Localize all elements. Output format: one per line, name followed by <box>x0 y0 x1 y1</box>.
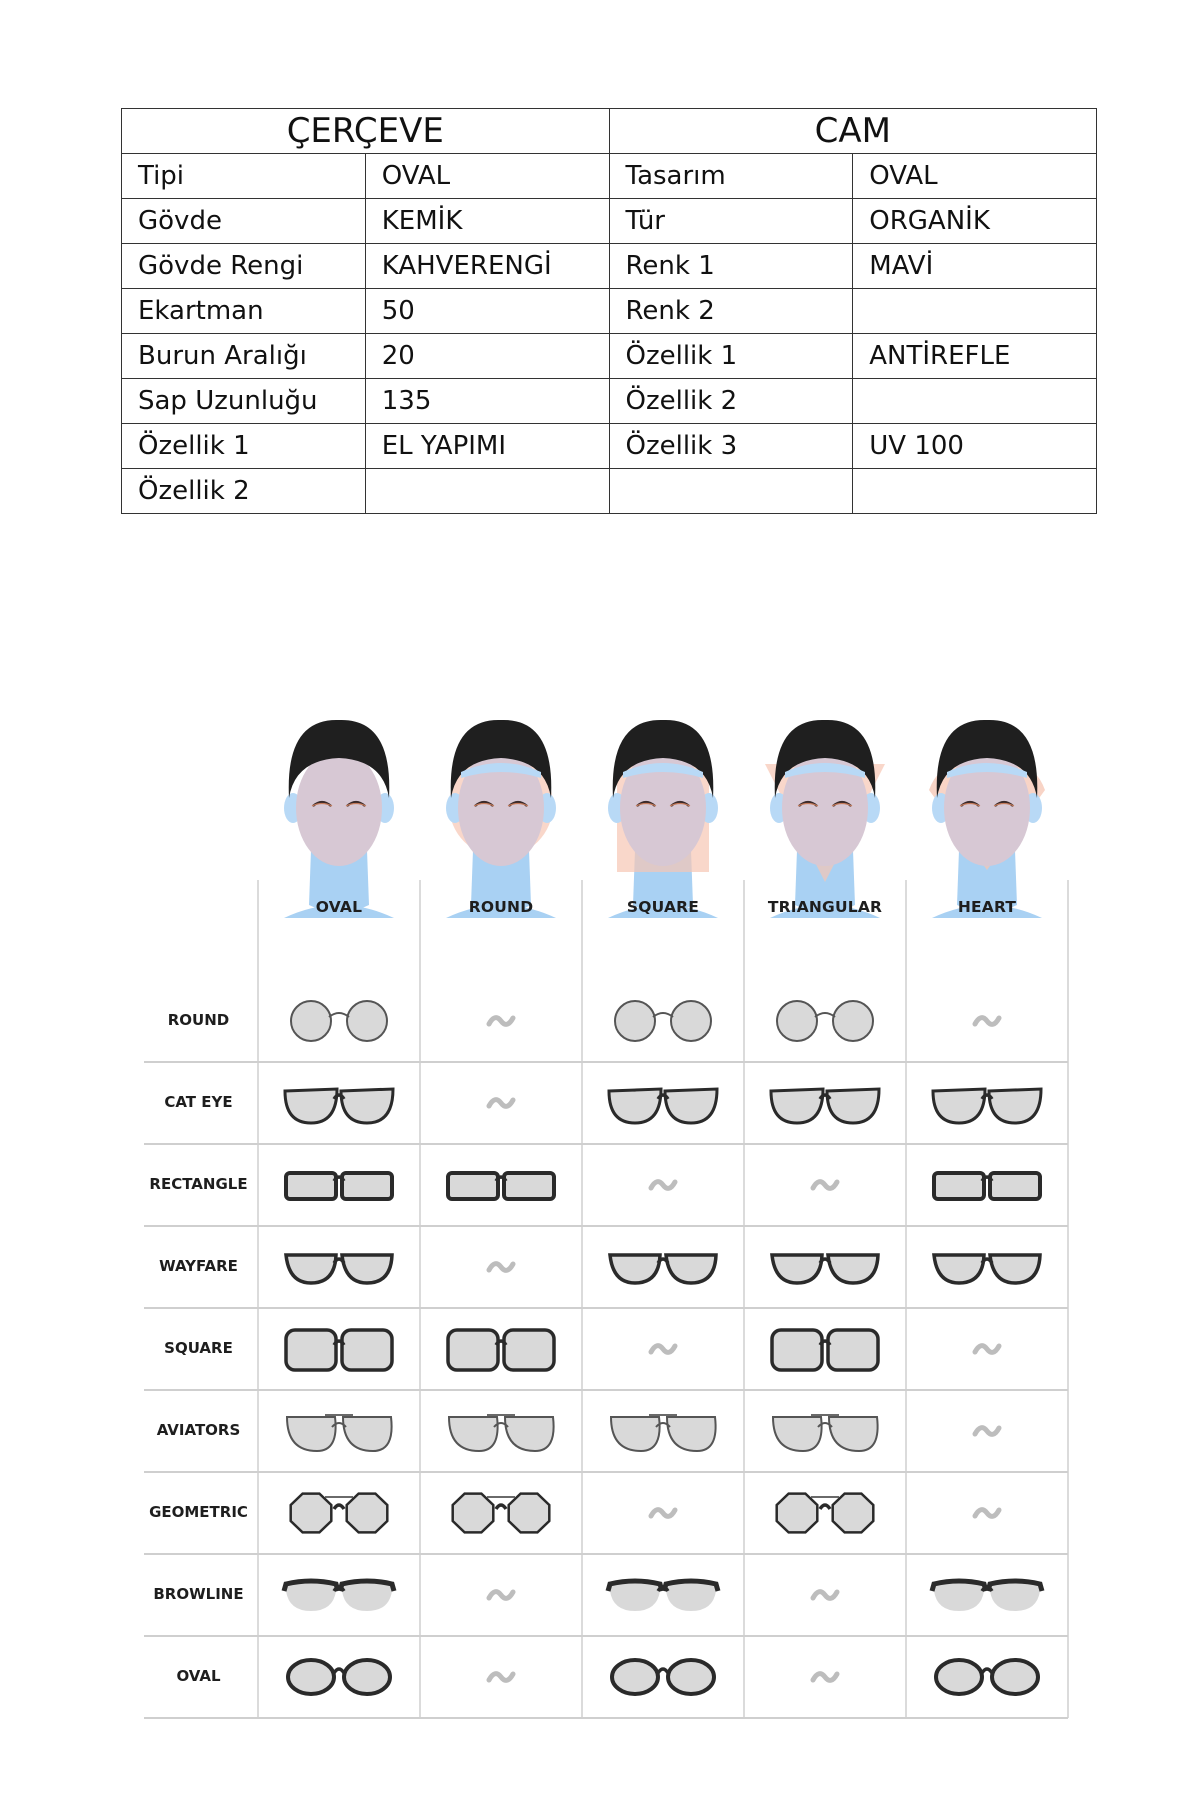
glasses-square-icon <box>772 1330 878 1370</box>
face-round-illustration <box>446 720 556 918</box>
lens-value-cell: OVAL <box>853 154 1097 199</box>
frame-label-cell: Burun Aralığı <box>122 334 366 379</box>
frame-label-cell: Tipi <box>122 154 366 199</box>
tilde-icon <box>489 1100 513 1107</box>
glasses-round-icon <box>615 1001 711 1041</box>
tilde-icon <box>813 1592 837 1599</box>
frame-value-cell: OVAL <box>365 154 609 199</box>
frame-style-label: RECTANGLE <box>149 1175 248 1193</box>
lens-value-cell <box>853 469 1097 514</box>
face-shape-label: HEART <box>957 898 1017 916</box>
glasses-aviators-icon <box>287 1415 392 1451</box>
frame-value-cell <box>365 469 609 514</box>
glasses-geometric-icon <box>291 1494 388 1533</box>
tilde-icon <box>489 1674 513 1681</box>
frame-label-cell: Ekartman <box>122 289 366 334</box>
lens-value-cell: UV 100 <box>853 424 1097 469</box>
frame-value-cell: 135 <box>365 379 609 424</box>
frame-style-label: WAYFARE <box>159 1257 238 1275</box>
glasses-rectangle-icon <box>934 1173 1040 1199</box>
frame-style-label: CAT EYE <box>164 1093 233 1111</box>
tilde-icon <box>489 1018 513 1025</box>
spec-row <box>122 334 1097 379</box>
face-square-illustration <box>608 720 718 918</box>
glasses-browline-icon <box>284 1581 394 1611</box>
frame-label-cell: Özellik 1 <box>122 424 366 469</box>
lens-label-cell <box>609 469 853 514</box>
lens-label-cell: Renk 1 <box>609 244 853 289</box>
frame-value-cell: KAHVERENGİ <box>365 244 609 289</box>
glasses-oval-icon <box>612 1660 714 1694</box>
glasses-rectangle-icon <box>286 1173 392 1199</box>
frame-section-title: ÇERÇEVE <box>122 109 610 154</box>
face-shape-label: TRIANGULAR <box>767 898 883 916</box>
glasses-rectangle-icon <box>448 1173 554 1199</box>
glasses-aviators-icon <box>773 1415 878 1451</box>
frame-value-cell: KEMİK <box>365 199 609 244</box>
lens-label-cell: Renk 2 <box>609 289 853 334</box>
glasses-browline-icon <box>608 1581 718 1611</box>
tilde-icon <box>489 1264 513 1271</box>
frame-style-label: AVIATORS <box>156 1421 241 1439</box>
face-shape-frame-chart <box>140 690 1080 1720</box>
lens-value-cell <box>853 379 1097 424</box>
glasses-cat-eye-icon <box>933 1089 1041 1123</box>
spec-row <box>122 199 1097 244</box>
frame-value-cell: 50 <box>365 289 609 334</box>
tilde-icon <box>975 1428 999 1435</box>
spec-row <box>122 289 1097 334</box>
face-oval-illustration <box>284 720 394 918</box>
glasses-wayfare-icon <box>772 1255 878 1283</box>
lens-section-title: CAM <box>609 109 1097 154</box>
face-heart-illustration <box>929 720 1045 918</box>
tilde-icon <box>975 1510 999 1517</box>
lens-label-cell: Özellik 1 <box>609 334 853 379</box>
glasses-oval-icon <box>288 1660 390 1694</box>
frame-label-cell: Gövde Rengi <box>122 244 366 289</box>
frame-lens-spec-table <box>121 108 1097 514</box>
tilde-icon <box>651 1510 675 1517</box>
spec-row <box>122 154 1097 199</box>
frame-style-label: ROUND <box>167 1011 230 1029</box>
face-shape-label: SQUARE <box>626 898 700 916</box>
glasses-wayfare-icon <box>934 1255 1040 1283</box>
glasses-browline-icon <box>932 1581 1042 1611</box>
glasses-cat-eye-icon <box>609 1089 717 1123</box>
lens-label-cell: Özellik 2 <box>609 379 853 424</box>
frame-value-cell: 20 <box>365 334 609 379</box>
lens-label-cell: Tür <box>609 199 853 244</box>
frame-value-cell: EL YAPIMI <box>365 424 609 469</box>
spec-row <box>122 424 1097 469</box>
tilde-icon <box>651 1182 675 1189</box>
spec-row <box>122 469 1097 514</box>
spec-row <box>122 379 1097 424</box>
glasses-geometric-icon <box>453 1494 550 1533</box>
chart-graphics <box>140 690 1080 1720</box>
glasses-square-icon <box>448 1330 554 1370</box>
glasses-oval-icon <box>936 1660 1038 1694</box>
lens-label-cell: Tasarım <box>609 154 853 199</box>
frame-label-cell: Sap Uzunluğu <box>122 379 366 424</box>
tilde-icon <box>813 1182 837 1189</box>
face-triangular-illustration <box>765 720 885 918</box>
chart-grid <box>144 880 1068 1718</box>
frame-label-cell: Gövde <box>122 199 366 244</box>
lens-value-cell: ORGANİK <box>853 199 1097 244</box>
frame-style-label: OVAL <box>176 1667 221 1685</box>
glasses-round-icon <box>291 1001 387 1041</box>
glasses-aviators-icon <box>449 1415 554 1451</box>
glasses-cat-eye-icon <box>771 1089 879 1123</box>
table-header-row <box>122 109 1097 154</box>
tilde-icon <box>975 1018 999 1025</box>
frame-style-label: BROWLINE <box>153 1585 244 1603</box>
lens-label-cell: Özellik 3 <box>609 424 853 469</box>
glasses-round-icon <box>777 1001 873 1041</box>
glasses-aviators-icon <box>611 1415 716 1451</box>
frame-style-label: SQUARE <box>164 1339 233 1357</box>
tilde-icon <box>489 1592 513 1599</box>
lens-value-cell: MAVİ <box>853 244 1097 289</box>
glasses-square-icon <box>286 1330 392 1370</box>
lens-value-cell <box>853 289 1097 334</box>
face-shape-label: OVAL <box>315 898 363 916</box>
tilde-icon <box>975 1346 999 1353</box>
glasses-wayfare-icon <box>286 1255 392 1283</box>
face-shape-label: ROUND <box>468 898 534 916</box>
lens-value-cell: ANTİREFLE <box>853 334 1097 379</box>
glasses-wayfare-icon <box>610 1255 716 1283</box>
glasses-cat-eye-icon <box>285 1089 393 1123</box>
spec-row <box>122 244 1097 289</box>
tilde-icon <box>813 1674 837 1681</box>
frame-label-cell: Özellik 2 <box>122 469 366 514</box>
tilde-icon <box>651 1346 675 1353</box>
glasses-geometric-icon <box>777 1494 874 1533</box>
frame-style-label: GEOMETRIC <box>149 1503 248 1521</box>
